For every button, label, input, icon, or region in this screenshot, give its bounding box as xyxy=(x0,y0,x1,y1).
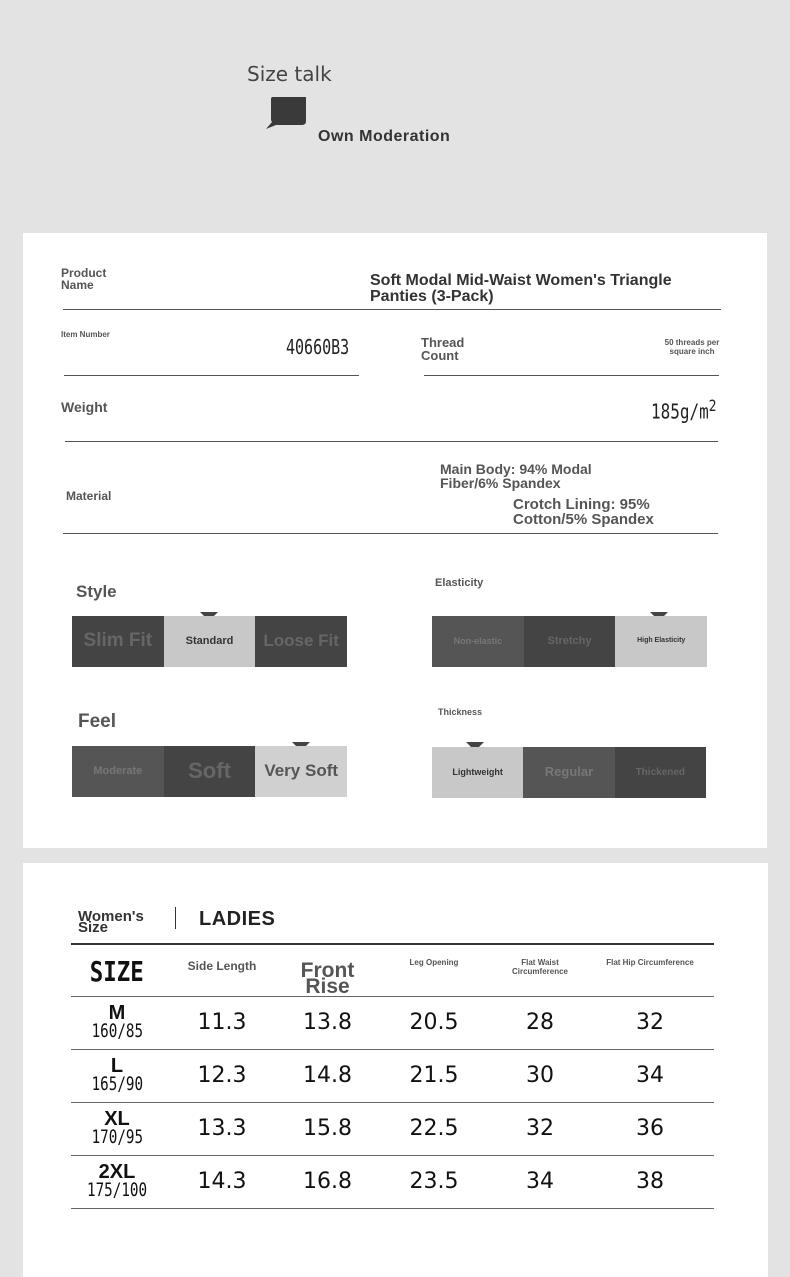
elasticity-option-non-elastic: Non-elastic xyxy=(432,616,524,667)
size-table xyxy=(71,943,714,1209)
measurement-cell: 34 xyxy=(586,1049,714,1102)
elasticity-scale xyxy=(432,616,707,667)
style-label: Style xyxy=(76,582,117,601)
feel-option-very-soft: Very Soft xyxy=(255,746,347,797)
feel-label: Feel xyxy=(78,711,117,732)
style-option-loose-fit: Loose Fit xyxy=(255,616,347,667)
measurement-cell: 14.8 xyxy=(281,1049,374,1102)
thickness-label: Thickness xyxy=(438,707,483,717)
size-name: 2XL xyxy=(98,1160,136,1183)
size-range: 175/100 xyxy=(86,1178,148,1201)
style-option-standard: Standard xyxy=(164,616,256,667)
measurement-cell: 16.8 xyxy=(281,1155,374,1208)
size-name: L xyxy=(110,1054,124,1077)
weight-label: Weight xyxy=(61,399,108,415)
measurement-cell: 30 xyxy=(494,1049,586,1102)
header-leg-opening: Leg Opening xyxy=(374,944,494,996)
size-range: 170/95 xyxy=(91,1125,143,1148)
product-info-card xyxy=(23,233,767,848)
table-row xyxy=(71,1102,714,1155)
size-range: 165/90 xyxy=(91,1072,143,1095)
product-name-value: Soft Modal Mid-Waist Women's Triangle Panties (3-Pack) xyxy=(370,272,672,305)
feel-option-soft: Soft xyxy=(164,746,256,797)
size-cell xyxy=(71,1102,163,1155)
product-name-label: Product Name xyxy=(61,266,107,292)
measurement-cell: 36 xyxy=(586,1102,714,1155)
weight-value: $185g/m^2$ xyxy=(651,396,717,424)
size-table-header xyxy=(71,944,714,996)
size-chart-label: Women's Size xyxy=(78,908,144,937)
size-range: 160/85 xyxy=(91,1019,143,1042)
size-cell xyxy=(71,996,163,1049)
measurement-cell: 13.3 xyxy=(163,1102,281,1155)
size-name: M xyxy=(108,1001,126,1024)
measurement-cell: 21.5 xyxy=(374,1049,494,1102)
style-option-slim-fit: Slim Fit xyxy=(72,616,164,667)
speech-bubble-icon xyxy=(266,97,306,129)
thickness-scale xyxy=(432,747,706,798)
divider xyxy=(175,907,176,929)
header-flat-hip: Flat Hip Circumference xyxy=(586,944,714,996)
feel-option-moderate: Moderate xyxy=(72,746,164,797)
size-cell xyxy=(71,1155,163,1208)
measurement-cell: 20.5 xyxy=(374,996,494,1049)
measurement-cell: 34 xyxy=(494,1155,586,1208)
size-chart-category: LADIES xyxy=(199,908,276,930)
size-chart-card xyxy=(23,863,768,1277)
measurement-cell: 22.5 xyxy=(374,1102,494,1155)
header-front-rise: Front Rise xyxy=(281,944,374,996)
elasticity-option-stretchy: Stretchy xyxy=(524,616,616,667)
thickness-option-thickened: Thickened xyxy=(615,747,706,798)
table-row xyxy=(71,1155,714,1208)
item-number-label: Item Number xyxy=(61,330,110,339)
measurement-cell: 32 xyxy=(494,1102,586,1155)
material-main-body: Main Body: 94% Modal Fiber/6% Spandex xyxy=(440,461,592,491)
measurement-cell: 12.3 xyxy=(163,1049,281,1102)
material-label: Material xyxy=(66,489,112,503)
measurement-cell: 28 xyxy=(494,996,586,1049)
page-subtitle: Own Moderation xyxy=(318,128,451,145)
elasticity-label: Elasticity xyxy=(435,577,484,589)
page-title: Size talk xyxy=(247,62,332,86)
table-row xyxy=(71,996,714,1049)
elasticity-option-high-elasticity: High Elasticity xyxy=(615,616,707,667)
thickness-option-lightweight: Lightweight xyxy=(432,747,523,798)
feel-scale xyxy=(72,746,347,797)
header-size: SIZE xyxy=(71,944,163,996)
thread-count-value: 50 threads per square inch xyxy=(664,338,720,356)
measurement-cell: 32 xyxy=(586,996,714,1049)
header-flat-waist: Flat Waist Circumference xyxy=(494,944,586,996)
material-crotch-lining: Crotch Lining: 95% Cotton/5% Spandex xyxy=(513,496,654,528)
measurement-cell: 13.8 xyxy=(281,996,374,1049)
measurement-cell: 38 xyxy=(586,1155,714,1208)
table-row xyxy=(71,1049,714,1102)
thread-count-label: Thread Count xyxy=(421,335,465,363)
size-cell xyxy=(71,1049,163,1102)
measurement-cell: 11.3 xyxy=(163,996,281,1049)
measurement-cell: 15.8 xyxy=(281,1102,374,1155)
measurement-cell: 23.5 xyxy=(374,1155,494,1208)
header-side-length: Side Length xyxy=(163,944,281,996)
item-number-value: 40660B3 xyxy=(286,335,350,359)
thickness-option-regular: Regular xyxy=(523,747,614,798)
style-scale xyxy=(72,616,347,667)
measurement-cell: 14.3 xyxy=(163,1155,281,1208)
size-name: XL xyxy=(104,1107,130,1130)
